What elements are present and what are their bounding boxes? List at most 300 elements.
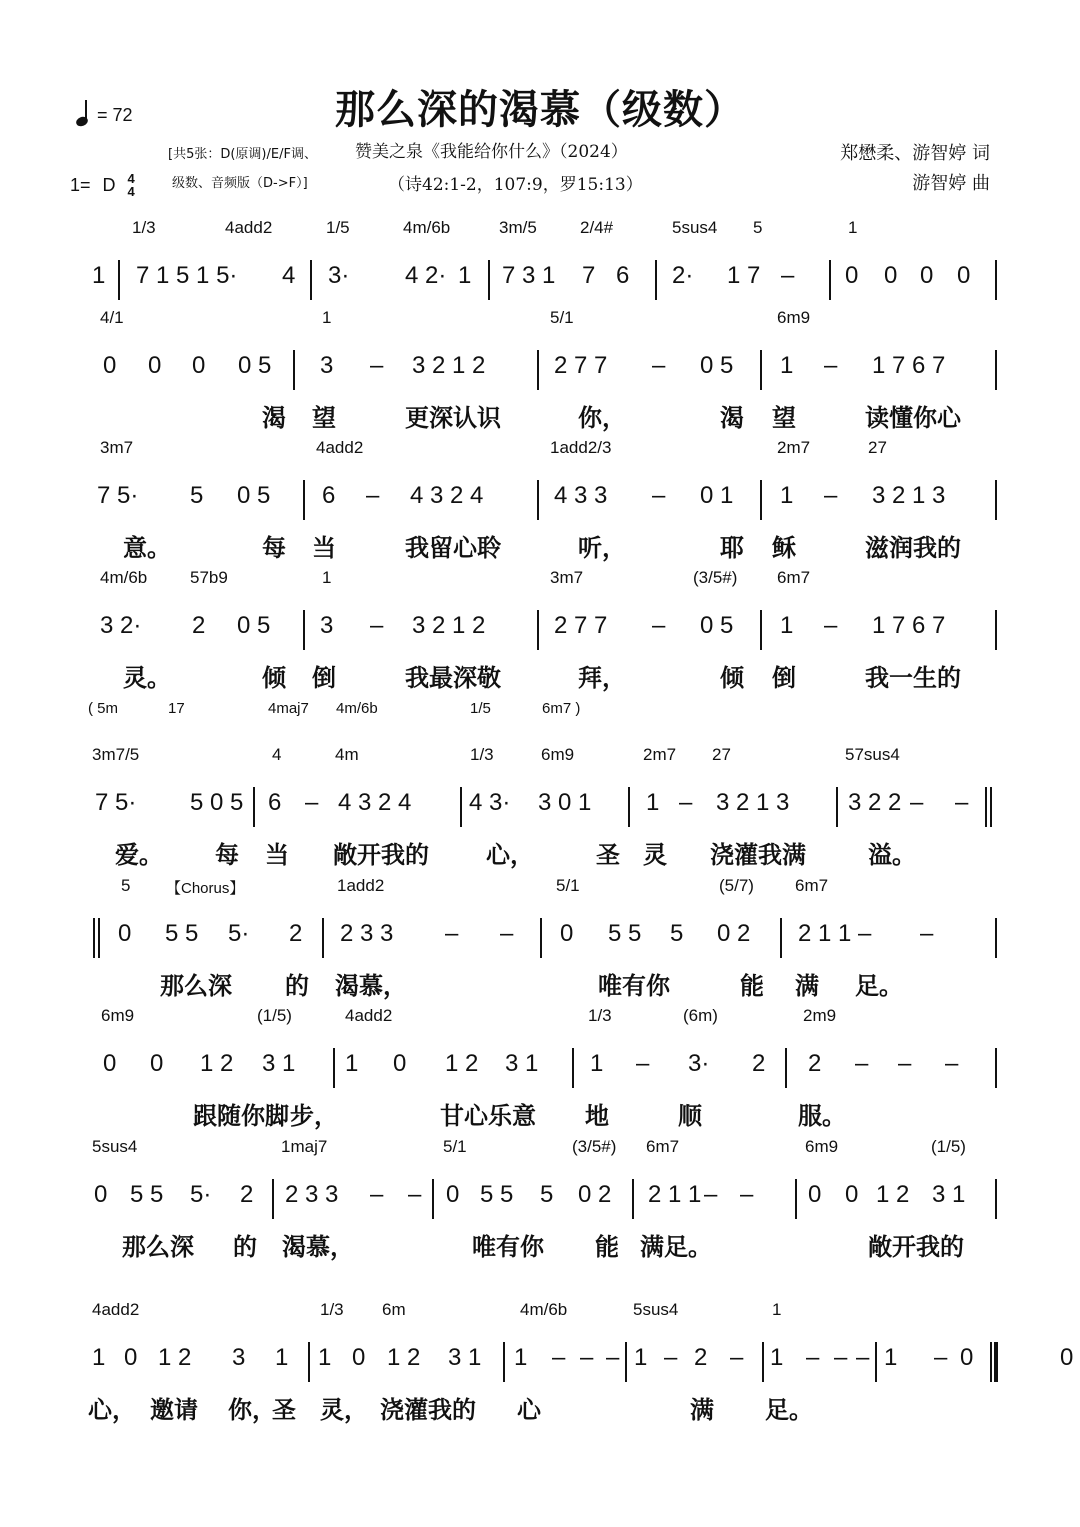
note-group: 1 bbox=[458, 262, 472, 289]
chord-symbol: 5sus4 bbox=[672, 218, 718, 237]
chord-symbol: 5/1 bbox=[550, 308, 574, 327]
note-group: 0 5 bbox=[700, 612, 734, 639]
lyric-text: 服。 bbox=[798, 1101, 846, 1130]
note-group: – bbox=[652, 352, 666, 379]
note-group: – bbox=[781, 262, 795, 289]
lyric-text: 我留心聆 bbox=[405, 533, 501, 562]
chord-symbol: 4add2 bbox=[92, 1300, 140, 1319]
note-group: – bbox=[910, 789, 924, 816]
lyric-line bbox=[0, 398, 1080, 430]
note-group: 1 bbox=[275, 1344, 289, 1371]
lyric-text: 心 bbox=[517, 1395, 541, 1424]
note-group: – bbox=[370, 352, 384, 379]
chord-symbol: 1 bbox=[772, 1300, 782, 1319]
chord-symbol: 6m9 bbox=[805, 1137, 839, 1156]
lyric-text: 唯有你 bbox=[472, 1232, 544, 1261]
note-group: 0 1 bbox=[700, 482, 734, 509]
note-group: 1 bbox=[646, 789, 660, 816]
note-group: – bbox=[920, 920, 934, 947]
chord-symbol: (1/5) bbox=[931, 1137, 966, 1156]
alt-chord-symbol: 1/5 bbox=[470, 700, 491, 717]
lyric-text: 那么深 bbox=[160, 971, 232, 1000]
barline bbox=[253, 787, 255, 827]
note-group: 5· bbox=[190, 1181, 212, 1208]
note-group: 1 bbox=[770, 1344, 784, 1371]
barline bbox=[303, 610, 305, 650]
chord-symbol: 1add2 bbox=[337, 876, 385, 895]
note-group: 2 bbox=[240, 1181, 254, 1208]
chord-symbol: 5 bbox=[753, 218, 763, 237]
note-group: 5 5 bbox=[480, 1181, 514, 1208]
note-group: 2 bbox=[192, 612, 206, 639]
barline bbox=[785, 1048, 787, 1088]
barline bbox=[272, 1179, 274, 1219]
lyric-text: 的 bbox=[285, 971, 309, 1000]
note-group: 0 bbox=[150, 1050, 164, 1077]
alt-chord-symbol: 17 bbox=[168, 700, 185, 717]
note-group: 3· bbox=[328, 262, 350, 289]
lyric-text: 每 bbox=[215, 840, 239, 869]
barline bbox=[655, 260, 657, 300]
note-group: 2 bbox=[289, 920, 303, 947]
barline bbox=[995, 260, 997, 300]
lyric-text: 意。 bbox=[123, 533, 171, 562]
lyric-text: 邀请 bbox=[150, 1395, 198, 1424]
lyric-text: 拜， bbox=[578, 663, 626, 692]
barline bbox=[762, 1342, 764, 1382]
barline bbox=[760, 480, 762, 520]
barline bbox=[93, 918, 100, 958]
chord-symbol: 1/3 bbox=[470, 745, 494, 764]
barline bbox=[432, 1179, 434, 1219]
lyric-text: 你， bbox=[228, 1395, 276, 1424]
lyric-text: 更深认识 bbox=[405, 403, 501, 432]
note-group: – bbox=[898, 1050, 912, 1077]
note-line bbox=[0, 480, 1080, 520]
note-group: 0 2 bbox=[578, 1181, 612, 1208]
lyric-text: 足。 bbox=[765, 1395, 813, 1424]
chord-symbol: 6m7 bbox=[777, 568, 811, 587]
note-group: 0 bbox=[446, 1181, 460, 1208]
note-group: – bbox=[806, 1344, 820, 1371]
note-group: – bbox=[955, 789, 969, 816]
note-group: – bbox=[730, 1344, 744, 1371]
chord-symbol: (1/5) bbox=[257, 1006, 292, 1025]
note-group: 3· bbox=[688, 1050, 710, 1077]
key-note: D bbox=[102, 174, 116, 195]
note-group: – bbox=[945, 1050, 959, 1077]
note-group: 7 1 5 1 5· bbox=[136, 262, 238, 289]
note-group: 5 bbox=[190, 482, 204, 509]
lyric-text: 浇灌我满 bbox=[710, 840, 806, 869]
barline bbox=[540, 918, 542, 958]
chord-symbol: 27 bbox=[712, 745, 731, 764]
barline bbox=[488, 260, 490, 300]
chord-symbol: 6m7 bbox=[795, 876, 829, 895]
note-group: – bbox=[370, 612, 384, 639]
barline bbox=[829, 260, 831, 300]
barline bbox=[995, 480, 997, 520]
note-group: 3 bbox=[320, 612, 334, 639]
note-group: 0 bbox=[920, 262, 934, 289]
chord-symbol: 6m7 bbox=[646, 1137, 680, 1156]
alt-chord-symbol: ( 5m bbox=[88, 700, 118, 717]
lyric-text: 满 bbox=[690, 1395, 714, 1424]
note-group: – bbox=[856, 1344, 870, 1371]
barline bbox=[503, 1342, 505, 1382]
barline bbox=[995, 350, 997, 390]
note-group: 0 bbox=[1060, 1344, 1074, 1371]
note-line bbox=[0, 787, 1080, 827]
time-signature: 4 4 bbox=[127, 171, 135, 199]
lyric-text: 我一生的 bbox=[865, 663, 961, 692]
note-group: 0 5 bbox=[238, 352, 272, 379]
chord-symbol: 5 bbox=[121, 876, 131, 895]
note-group: 1 bbox=[92, 262, 106, 289]
lyric-text: 我最深敬 bbox=[405, 663, 501, 692]
lyric-line bbox=[0, 835, 1080, 867]
note-group: 2 bbox=[808, 1050, 822, 1077]
barline bbox=[333, 1048, 335, 1088]
note-line bbox=[0, 610, 1080, 650]
barline bbox=[537, 350, 539, 390]
note-group: – bbox=[664, 1344, 678, 1371]
lyric-text: 倾 bbox=[262, 663, 286, 692]
note-group: – bbox=[552, 1344, 566, 1371]
note-group: 0 bbox=[192, 352, 206, 379]
note-group: 3 bbox=[320, 352, 334, 379]
lyric-text: 唯有你 bbox=[598, 971, 670, 1000]
note-group: 1 bbox=[634, 1344, 648, 1371]
lyric-text: 望 bbox=[772, 403, 796, 432]
lyric-text: 能 bbox=[595, 1232, 619, 1261]
barline bbox=[572, 1048, 574, 1088]
note-group: 3 2 1 2 bbox=[412, 352, 486, 379]
note-group: 5 5 bbox=[165, 920, 199, 947]
chord-symbol: 6m9 bbox=[777, 308, 811, 327]
barline bbox=[995, 918, 997, 958]
note-group: 2 1 1 bbox=[648, 1181, 702, 1208]
edition-note-1: [共5张：D(原调)/E/F调、 bbox=[168, 147, 317, 162]
note-group: 1 2 bbox=[200, 1050, 234, 1077]
lyric-text: 当 bbox=[265, 840, 289, 869]
alt-chord-symbol: 6m7 ) bbox=[542, 700, 581, 717]
lyric-text: 的 bbox=[233, 1232, 257, 1261]
note-group: 5 bbox=[540, 1181, 554, 1208]
note-group: 3 1 bbox=[505, 1050, 539, 1077]
note-group: 3 2 1 2 bbox=[412, 612, 486, 639]
note-group: – bbox=[305, 789, 319, 816]
note-line bbox=[0, 918, 1080, 958]
note-group: 1 bbox=[514, 1344, 528, 1371]
barline bbox=[780, 918, 782, 958]
note-group: 4 3· bbox=[469, 789, 511, 816]
note-group: 7 3 1 bbox=[502, 262, 556, 289]
lyric-text: 浇灌我的 bbox=[380, 1395, 476, 1424]
note-group: 1 7 bbox=[727, 262, 761, 289]
note-group: – bbox=[934, 1344, 948, 1371]
note-group: 1 bbox=[780, 612, 794, 639]
lyricist: 郑懋柔、游智婷 词 bbox=[840, 143, 990, 164]
source-album: 赞美之泉《我能给你什么》（2024） bbox=[355, 142, 628, 162]
chord-symbol: (5/7) bbox=[719, 876, 754, 895]
note-group: 1 2 bbox=[387, 1344, 421, 1371]
note-group: 3 1 bbox=[262, 1050, 296, 1077]
chord-symbol: 4m/6b bbox=[520, 1300, 568, 1319]
chord-symbol: 57sus4 bbox=[845, 745, 900, 764]
chord-symbol: 4 bbox=[272, 745, 282, 764]
note-group: – bbox=[408, 1181, 422, 1208]
note-group: 3 2 1 3 bbox=[716, 789, 790, 816]
barline bbox=[995, 1048, 997, 1088]
note-group: 0 bbox=[960, 1344, 974, 1371]
lyric-text: 爱。 bbox=[115, 840, 163, 869]
note-group: 4 bbox=[282, 262, 296, 289]
lyric-text: 稣 bbox=[772, 533, 796, 562]
chord-symbol: 4m/6b bbox=[403, 218, 451, 237]
lyric-line bbox=[0, 966, 1080, 998]
chord-symbol: 6m9 bbox=[541, 745, 575, 764]
note-group: – bbox=[370, 1181, 384, 1208]
chord-symbol: 5sus4 bbox=[92, 1137, 138, 1156]
note-group: – bbox=[824, 482, 838, 509]
note-group: 5 bbox=[670, 920, 684, 947]
lyric-text: 当 bbox=[312, 533, 336, 562]
barline bbox=[460, 787, 462, 827]
note-group: 4 3 2 4 bbox=[410, 482, 484, 509]
note-group: 6 bbox=[268, 789, 282, 816]
barline bbox=[303, 480, 305, 520]
note-group: 4 3 3 bbox=[554, 482, 608, 509]
note-group: 1 7 6 7 bbox=[872, 612, 946, 639]
note-group: 0 bbox=[352, 1344, 366, 1371]
note-group: 0 bbox=[118, 920, 132, 947]
note-group: – bbox=[834, 1344, 848, 1371]
song-title: 那么深的渴慕（级数） bbox=[335, 87, 745, 133]
chord-symbol: 27 bbox=[868, 438, 887, 457]
barline bbox=[836, 787, 838, 827]
note-group: 0 bbox=[808, 1181, 822, 1208]
lyric-text: 甘心乐意 bbox=[440, 1101, 536, 1130]
note-group: 5 5 bbox=[608, 920, 642, 947]
chord-symbol: (6m) bbox=[683, 1006, 718, 1025]
barline bbox=[995, 610, 997, 650]
barline bbox=[795, 1179, 797, 1219]
note-group: 1 bbox=[780, 352, 794, 379]
note-group: 0 5 bbox=[700, 352, 734, 379]
lyric-text: 倾 bbox=[720, 663, 744, 692]
key-signature bbox=[70, 172, 135, 198]
chord-symbol: 2/4# bbox=[580, 218, 614, 237]
chord-symbol: 1/3 bbox=[588, 1006, 612, 1025]
lyric-line bbox=[0, 658, 1080, 690]
barline bbox=[308, 1342, 310, 1382]
lyric-text: 望 bbox=[312, 403, 336, 432]
note-group: 7 5· bbox=[95, 789, 137, 816]
barline bbox=[875, 1342, 877, 1382]
note-group: 7 5· bbox=[97, 482, 139, 509]
lyric-text: 敞开我的 bbox=[868, 1232, 964, 1261]
lyric-line bbox=[0, 1390, 1080, 1422]
chord-symbol: 1add2/3 bbox=[550, 438, 612, 457]
lyric-text: 心， bbox=[88, 1395, 136, 1424]
note-group: 0 bbox=[148, 352, 162, 379]
note-group: 1 2 bbox=[445, 1050, 479, 1077]
note-group: 0 5 bbox=[237, 482, 271, 509]
note-group: – bbox=[824, 352, 838, 379]
note-group: – bbox=[652, 482, 666, 509]
note-group: 3 2 1 3 bbox=[872, 482, 946, 509]
chord-symbol: 4m/6b bbox=[100, 568, 148, 587]
lyric-text: 你， bbox=[578, 403, 626, 432]
note-group: 2 bbox=[752, 1050, 766, 1077]
composer: 游智婷 曲 bbox=[912, 173, 990, 194]
note-group: 6 bbox=[322, 482, 336, 509]
note-group: – bbox=[704, 1181, 718, 1208]
chord-symbol: 4add2 bbox=[225, 218, 273, 237]
chord-symbol: 4add2 bbox=[345, 1006, 393, 1025]
chord-symbol: 1 bbox=[848, 218, 858, 237]
lyric-text: 顺 bbox=[678, 1101, 702, 1130]
note-group: 0 bbox=[957, 262, 971, 289]
note-group: – bbox=[740, 1181, 754, 1208]
barline bbox=[760, 610, 762, 650]
chord-symbol: (3/5#) bbox=[572, 1137, 617, 1156]
note-group: 3 0 1 bbox=[538, 789, 592, 816]
lyric-text: 步， bbox=[290, 1101, 338, 1130]
barline bbox=[537, 480, 539, 520]
note-line bbox=[0, 1179, 1080, 1219]
note-group: 0 bbox=[845, 1181, 859, 1208]
section-label: 【Chorus】 bbox=[166, 880, 245, 897]
barline bbox=[990, 1342, 998, 1382]
note-group: – bbox=[580, 1344, 594, 1371]
note-group: 0 bbox=[393, 1050, 407, 1077]
barline bbox=[118, 260, 120, 300]
alt-chord-symbol: 4maj7 bbox=[268, 700, 309, 717]
chord-symbol: 2m9 bbox=[803, 1006, 837, 1025]
lyric-text: 灵。 bbox=[123, 663, 171, 692]
lyric-text: 灵， bbox=[320, 1395, 368, 1424]
edition-note-2: 级数、音频版（D->F）] bbox=[172, 176, 308, 191]
chord-symbol: 4add2 bbox=[316, 438, 364, 457]
note-group: 0 bbox=[884, 262, 898, 289]
chord-symbol: (3/5#) bbox=[693, 568, 738, 587]
barline bbox=[537, 610, 539, 650]
note-line bbox=[0, 1342, 1080, 1382]
note-group: 0 bbox=[103, 352, 117, 379]
note-group: 0 bbox=[124, 1344, 138, 1371]
note-group: 3 2 2 bbox=[848, 789, 902, 816]
chord-symbol: 1/3 bbox=[320, 1300, 344, 1319]
lyric-text: 灵 bbox=[643, 840, 667, 869]
note-group: 3 bbox=[232, 1344, 246, 1371]
lyric-line bbox=[0, 1227, 1080, 1259]
chord-symbol: 1/3 bbox=[132, 218, 156, 237]
lyric-text: 那么深 bbox=[122, 1232, 194, 1261]
note-line bbox=[0, 350, 1080, 390]
chord-symbol: 1 bbox=[322, 568, 332, 587]
chord-symbol: 1 bbox=[322, 308, 332, 327]
chord-symbol: 2m7 bbox=[777, 438, 811, 457]
chord-symbol: 6m bbox=[382, 1300, 406, 1319]
note-group: 1 bbox=[884, 1344, 898, 1371]
lyric-text: 倒 bbox=[772, 663, 796, 692]
note-group: – bbox=[855, 1050, 869, 1077]
lyric-text: 满 bbox=[795, 971, 819, 1000]
lyric-text: 跟随你脚 bbox=[193, 1101, 289, 1130]
barline bbox=[625, 1342, 627, 1382]
note-group: 0 2 bbox=[717, 920, 751, 947]
note-group: 4 2· bbox=[405, 262, 447, 289]
chord-symbol: 6m9 bbox=[101, 1006, 135, 1025]
note-group: 2· bbox=[672, 262, 694, 289]
note-group: – bbox=[652, 612, 666, 639]
note-group: 1 2 bbox=[158, 1344, 192, 1371]
note-group: 1 bbox=[92, 1344, 106, 1371]
lyric-text: 读懂你心 bbox=[865, 403, 961, 432]
barline bbox=[293, 350, 295, 390]
lyric-text: 地 bbox=[585, 1101, 609, 1130]
barline bbox=[985, 787, 992, 827]
note-group: – bbox=[636, 1050, 650, 1077]
note-group: 3 1 bbox=[448, 1344, 482, 1371]
lyric-text: 圣 bbox=[272, 1395, 296, 1424]
lyric-text: 滋润我的 bbox=[865, 533, 961, 562]
barline bbox=[760, 350, 762, 390]
note-group: 1 2 bbox=[876, 1181, 910, 1208]
note-group: 1 7 6 7 bbox=[872, 352, 946, 379]
note-group: – bbox=[606, 1344, 620, 1371]
note-group: 1 bbox=[345, 1050, 359, 1077]
chord-symbol: 3m7/5 bbox=[92, 745, 140, 764]
barline bbox=[632, 1179, 634, 1219]
tempo-value: = 72 bbox=[97, 105, 133, 125]
note-group: 5 0 5 bbox=[190, 789, 244, 816]
note-group: 4 3 2 4 bbox=[338, 789, 412, 816]
lyric-text: 敞开我的 bbox=[333, 840, 429, 869]
note-group: – bbox=[445, 920, 459, 947]
lyric-text: 能 bbox=[740, 971, 764, 1000]
chord-symbol: 5/1 bbox=[556, 876, 580, 895]
lyric-text: 倒 bbox=[312, 663, 336, 692]
note-group: 2 1 1 bbox=[798, 920, 852, 947]
lyric-line bbox=[0, 308, 1080, 340]
chord-symbol: 2m7 bbox=[643, 745, 677, 764]
barline bbox=[628, 787, 630, 827]
lyric-text: 渴慕， bbox=[335, 971, 407, 1000]
chord-symbol: 4m bbox=[335, 745, 359, 764]
note-group: 5 5 bbox=[130, 1181, 164, 1208]
note-group: 3 1 bbox=[932, 1181, 966, 1208]
lyric-text: 渴 bbox=[720, 403, 744, 432]
note-group: 1 bbox=[318, 1344, 332, 1371]
lyric-text: 渴 bbox=[262, 403, 286, 432]
note-group: 2 7 7 bbox=[554, 612, 608, 639]
chord-symbol: 1/5 bbox=[326, 218, 350, 237]
note-group: 2 bbox=[694, 1344, 708, 1371]
chord-symbol: 5/1 bbox=[443, 1137, 467, 1156]
lyric-text: 听， bbox=[578, 533, 626, 562]
note-group: 2 3 3 bbox=[340, 920, 394, 947]
note-line bbox=[0, 1048, 1080, 1088]
note-group: 2 3 3 bbox=[285, 1181, 339, 1208]
note-group: 2 7 7 bbox=[554, 352, 608, 379]
note-group: 0 5 bbox=[237, 612, 271, 639]
barline bbox=[322, 918, 324, 958]
note-group: 5· bbox=[228, 920, 250, 947]
note-group: 0 bbox=[103, 1050, 117, 1077]
